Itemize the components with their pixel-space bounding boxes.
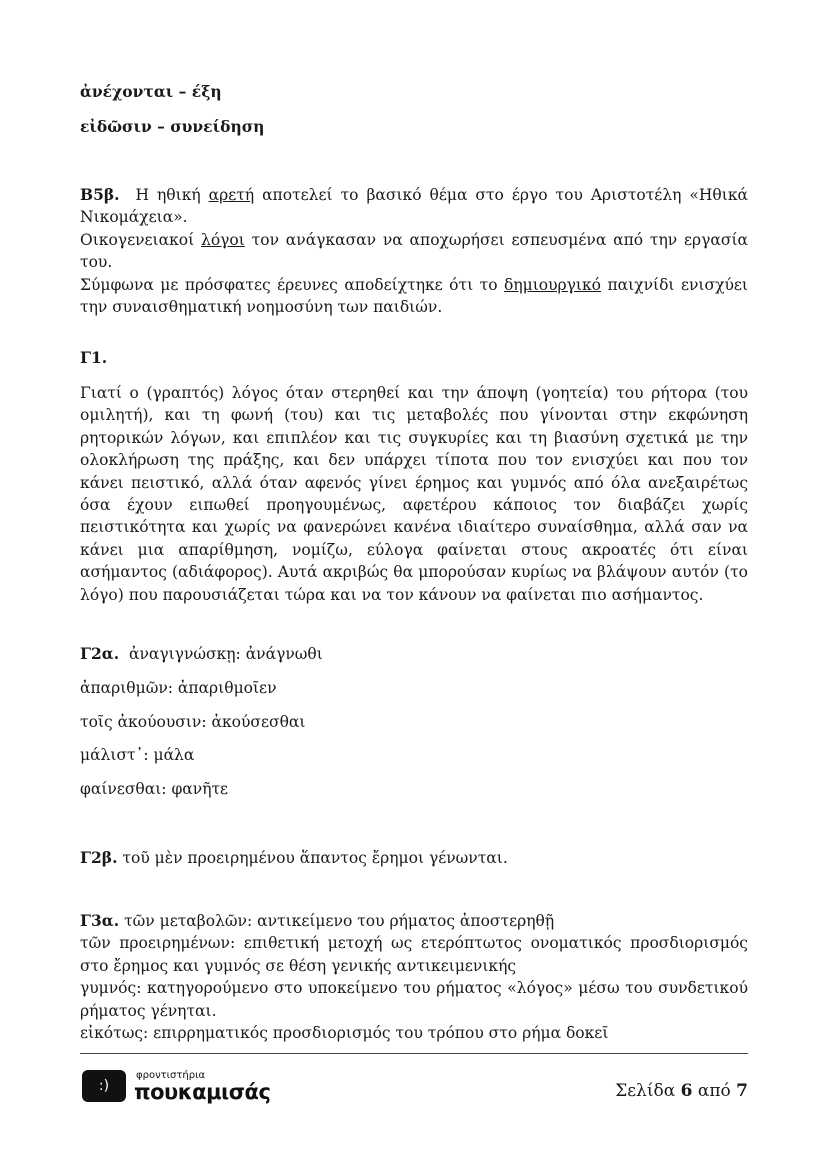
text-span: αποτελεί το βασικό θέμα στο έργο του Αριστοτέλη «Ηθικά Νικομάχεια». [80, 186, 748, 227]
total-pages: 7 [736, 1081, 748, 1101]
g3a-line: τῶν προειρημένων: επιθετική μετοχή ως ετερόπτωτος ονοματικός προσδιορισμός στο ἔρημος και γυμνός σε θέση γενικής αντικειμενικής [80, 934, 748, 975]
company-logo [82, 1068, 282, 1104]
g2a-item: μάλιστ᾽: μάλα [80, 746, 195, 764]
page-word: Σελίδα [615, 1081, 676, 1101]
g2a-item: τοῖς ἀκούουσιν: ἀκούσεσθαι [80, 713, 306, 731]
section-label-g1: Γ1. [80, 348, 108, 367]
section-label: Γ2β. [80, 848, 118, 867]
text-span: Οικογενειακοί [80, 230, 195, 249]
logo-title: πουκαμισάς [134, 1080, 271, 1104]
logo-icon [82, 1070, 126, 1102]
answer-line-1: ἀνέχονται – έξη [80, 82, 222, 101]
section-g2b [80, 848, 508, 867]
smiley-icon: :) [98, 1078, 110, 1094]
underlined-word: λόγοι [201, 230, 245, 249]
section-g2a-first [80, 644, 323, 663]
g3a-line: εἰκότως: επιρρηματικός προσδιορισμός του τρόπου στο ρήμα δοκεῖ [80, 1024, 609, 1043]
page-of: από [697, 1081, 731, 1101]
section-label: Β5β. [80, 185, 120, 204]
page-number [615, 1081, 748, 1101]
text-span: παιχνίδι ενισχύει την συναισθηματική νοημοσύνη των παιδιών. [80, 275, 748, 317]
g2a-item: ἀπαριθμῶν: ἀπαριθμοῖεν [80, 679, 277, 697]
g3a-line: γυμνός: κατηγορούμενο στο υποκείμενο του ρήματος «λόγος» μέσω του συνδετικού ρήματος γένηται. [80, 979, 748, 1020]
text-span: τον ανάγκασαν να αποχωρήσει εσπευσμένα από την εργασία του. [80, 230, 748, 272]
underlined-word: αρετή [208, 186, 255, 204]
text-span: Η ηθική [135, 186, 201, 204]
current-page: 6 [680, 1081, 693, 1101]
section-b5b [80, 184, 748, 318]
answer-line-2: εἰδῶσιν – συνείδηση [80, 117, 265, 136]
section-g1-text: Γιατί ο (γραπτός) λόγος όταν στερηθεί και την άποψη (γοητεία) του ρήτορα (του ομιλητή), και τη φωνή (του) και τις μεταβολές που γίνονται στην εκφώνηση ρητορικών λόγων, και επιπλέον και τις συγκυρίες και τη βιασύνη σχετικά με την ολοκλήρωση της πράξης, και δεν υπάρχει τίποτα που τον ενισχύει και που τον κάνει πειστικό, αλλά όταν αφενός γίνει έρημος και γυμνός από όλα ανεξαιρέτως όσα έχουν ειπωθεί προηγουμένως, αφετέρου κάποιος τον διαβάζει χωρίς πειστικότητα και χωρίς να φανερώνει κανένα ιδιαίτερο συναίσθημα, αλλά σαν να κάνει μια απαρίθμηση, νομίζω, εύλογα φαίνεται στους ακροατές ότι είναι ασήμαντος (αδιάφορος). Αυτά ακριβώς θα μπορούσαν κυρίως να βλάψουν αυτόν (το λόγο) που παρουσιάζεται τώρα και να τον κάνουν να φαίνεται πιο ασήμαντος. [80, 384, 748, 604]
section-label: Γ2α. [80, 644, 120, 663]
text-span: τοῦ μὲν προειρημένου ἅπαντος ἔρημοι γένωνται. [122, 849, 508, 867]
underlined-word: δημιουργικό [504, 275, 601, 294]
g2a-item: φαίνεσθαι: φανῆτε [80, 780, 229, 798]
section-label: Γ3α. [80, 911, 120, 930]
footer-divider [80, 1053, 748, 1054]
text-span: Σύμφωνα με πρόσφατες έρευνες αποδείχτηκε ότι το [80, 275, 498, 294]
text-span: τῶν μεταβολῶν: αντικείμενο του ρήματος ἀποστερηθῇ [124, 912, 555, 930]
section-g3a [80, 910, 748, 1044]
logo-subtitle: φροντιστήρια [136, 1070, 206, 1081]
text-span: ἀναγιγνώσκῃ: ἀνάγνωθι [128, 645, 323, 663]
